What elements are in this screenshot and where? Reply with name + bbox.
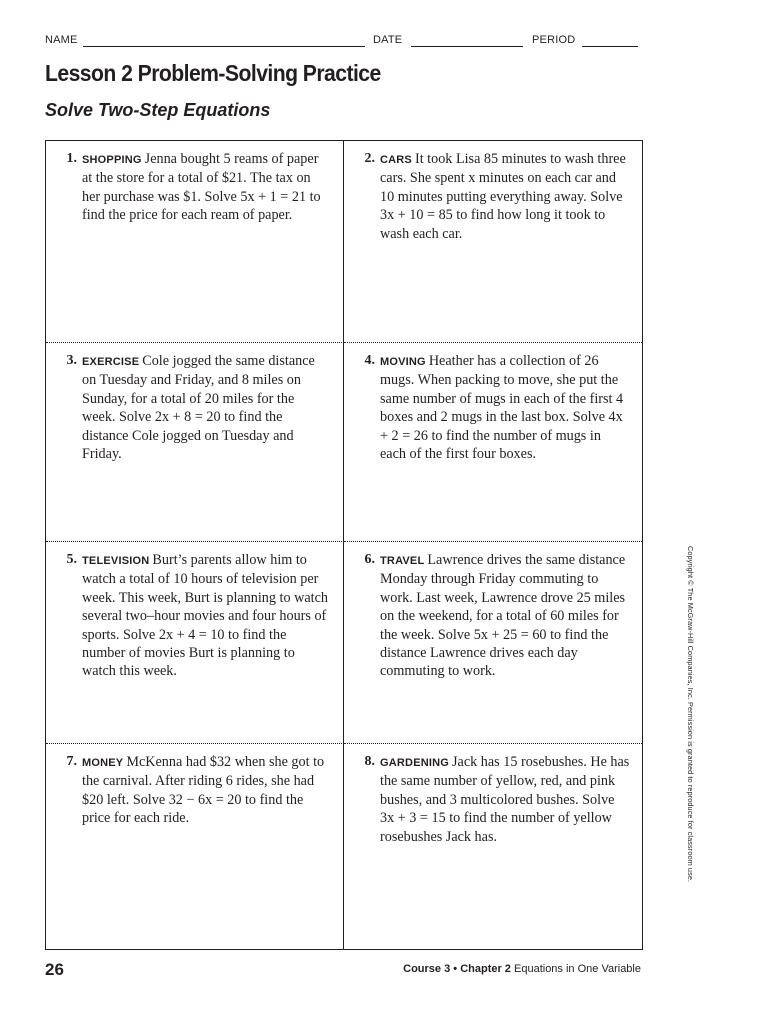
problem-topic: CARS [380, 154, 412, 166]
problem-topic: GARDENING [380, 757, 450, 769]
name-label: NAME [45, 34, 78, 46]
problem-text: Cole jogged the same distance on Tuesday and Friday, and 8 miles on Sunday, for a total of 20 miles for the week. Solve 2x + 8 = 20 to find the distance Cole jogged on Tuesday and Friday. [82, 353, 315, 463]
problem-topic: MONEY [82, 757, 124, 769]
problem-2 [350, 150, 630, 243]
problem-1 [52, 150, 331, 225]
problem-topic: TRAVEL [380, 555, 425, 567]
problem-cell [46, 141, 344, 343]
problem-text: McKenna had $32 when she got to the carnival. After riding 6 rides, she had $20 left. Solve 32 − 6x = 20 to find the price for each ride. [82, 754, 325, 827]
period-label: PERIOD [532, 34, 576, 46]
problem-text: It took Lisa 85 minutes to wash three cars. She spent x minutes on each car and 10 minutes putting everything away. Solve 3x + 10 = 85 to find how long it took to wash each car. [380, 151, 626, 242]
problem-cell [344, 343, 642, 542]
problem-number: 8. [364, 754, 375, 769]
problem-number: 3. [66, 353, 77, 368]
problem-cell [46, 744, 344, 949]
problem-topic: EXERCISE [82, 356, 140, 368]
problem-cell [344, 744, 642, 949]
problem-grid [45, 140, 643, 950]
problem-number: 7. [66, 754, 77, 769]
problem-3 [52, 352, 331, 463]
problem-topic: TELEVISION [82, 555, 150, 567]
date-field[interactable] [411, 46, 523, 47]
problem-4 [350, 352, 630, 463]
problem-topic: MOVING [380, 356, 426, 368]
footer-separator: • [453, 963, 458, 975]
period-field[interactable] [582, 46, 638, 47]
problem-number: 4. [364, 353, 375, 368]
problem-5 [52, 551, 331, 681]
problem-number: 6. [364, 552, 375, 567]
page-footer [403, 963, 641, 975]
problem-cell [46, 343, 344, 542]
page-number: 26 [45, 960, 64, 979]
lesson-title: Lesson 2 Problem-Solving Practice [45, 60, 381, 86]
chapter-title: Equations in One Variable [514, 963, 641, 975]
date-label: DATE [373, 34, 403, 46]
problem-cell [46, 542, 344, 744]
lesson-subtitle: Solve Two-Step Equations [45, 100, 271, 120]
name-field[interactable] [83, 46, 365, 47]
problem-text: Burt’s parents allow him to watch a total of 10 hours of television per week. This week, Burt is planning to watch several two–hour movies and four hours of sports. Solve 2x + 4 = 10 to find the number of movies Burt is planning to watch this week. [82, 552, 329, 680]
problem-topic: SHOPPING [82, 154, 142, 166]
problem-text: Jenna bought 5 reams of paper at the store for a total of $21. The tax on her purchase was $1. Solve 5x + 1 = 21 to find the price for each ream of paper. [82, 151, 321, 224]
problem-8 [350, 753, 630, 846]
problem-number: 1. [66, 151, 77, 166]
course-label: Course 3 [403, 963, 451, 975]
problem-text: Lawrence drives the same distance Monday through Friday commuting to work. Last week, Lawrence drove 25 miles on the weekend, for a total of 60 miles for the week. Solve 5x + 25 = 60 to find the distance Lawrence drives each day commuting to work. [380, 552, 626, 680]
problem-cell [344, 542, 642, 744]
problem-cell [344, 141, 642, 343]
copyright-notice: Copyright © The McGraw-Hill Companies, Inc. Permission is granted to reproduce for classroom use. [686, 546, 695, 883]
problem-6 [350, 551, 630, 681]
student-info-header [45, 34, 655, 50]
problem-number: 5. [66, 552, 77, 567]
chapter-label: Chapter 2 [460, 963, 511, 975]
problem-number: 2. [364, 151, 375, 166]
problem-7 [52, 753, 331, 828]
problem-text: Jack has 15 rosebushes. He has the same number of yellow, red, and pink bushes, and 3 multicolored bushes. Solve 3x + 3 = 15 to find the number of yellow rosebushes Jack has. [380, 754, 630, 845]
problem-text: Heather has a collection of 26 mugs. When packing to move, she put the same number of mugs in each of the first 4 boxes and 2 mugs in the last box. Solve 4x + 2 = 26 to find the number of mugs in each of the first four boxes. [380, 353, 624, 463]
